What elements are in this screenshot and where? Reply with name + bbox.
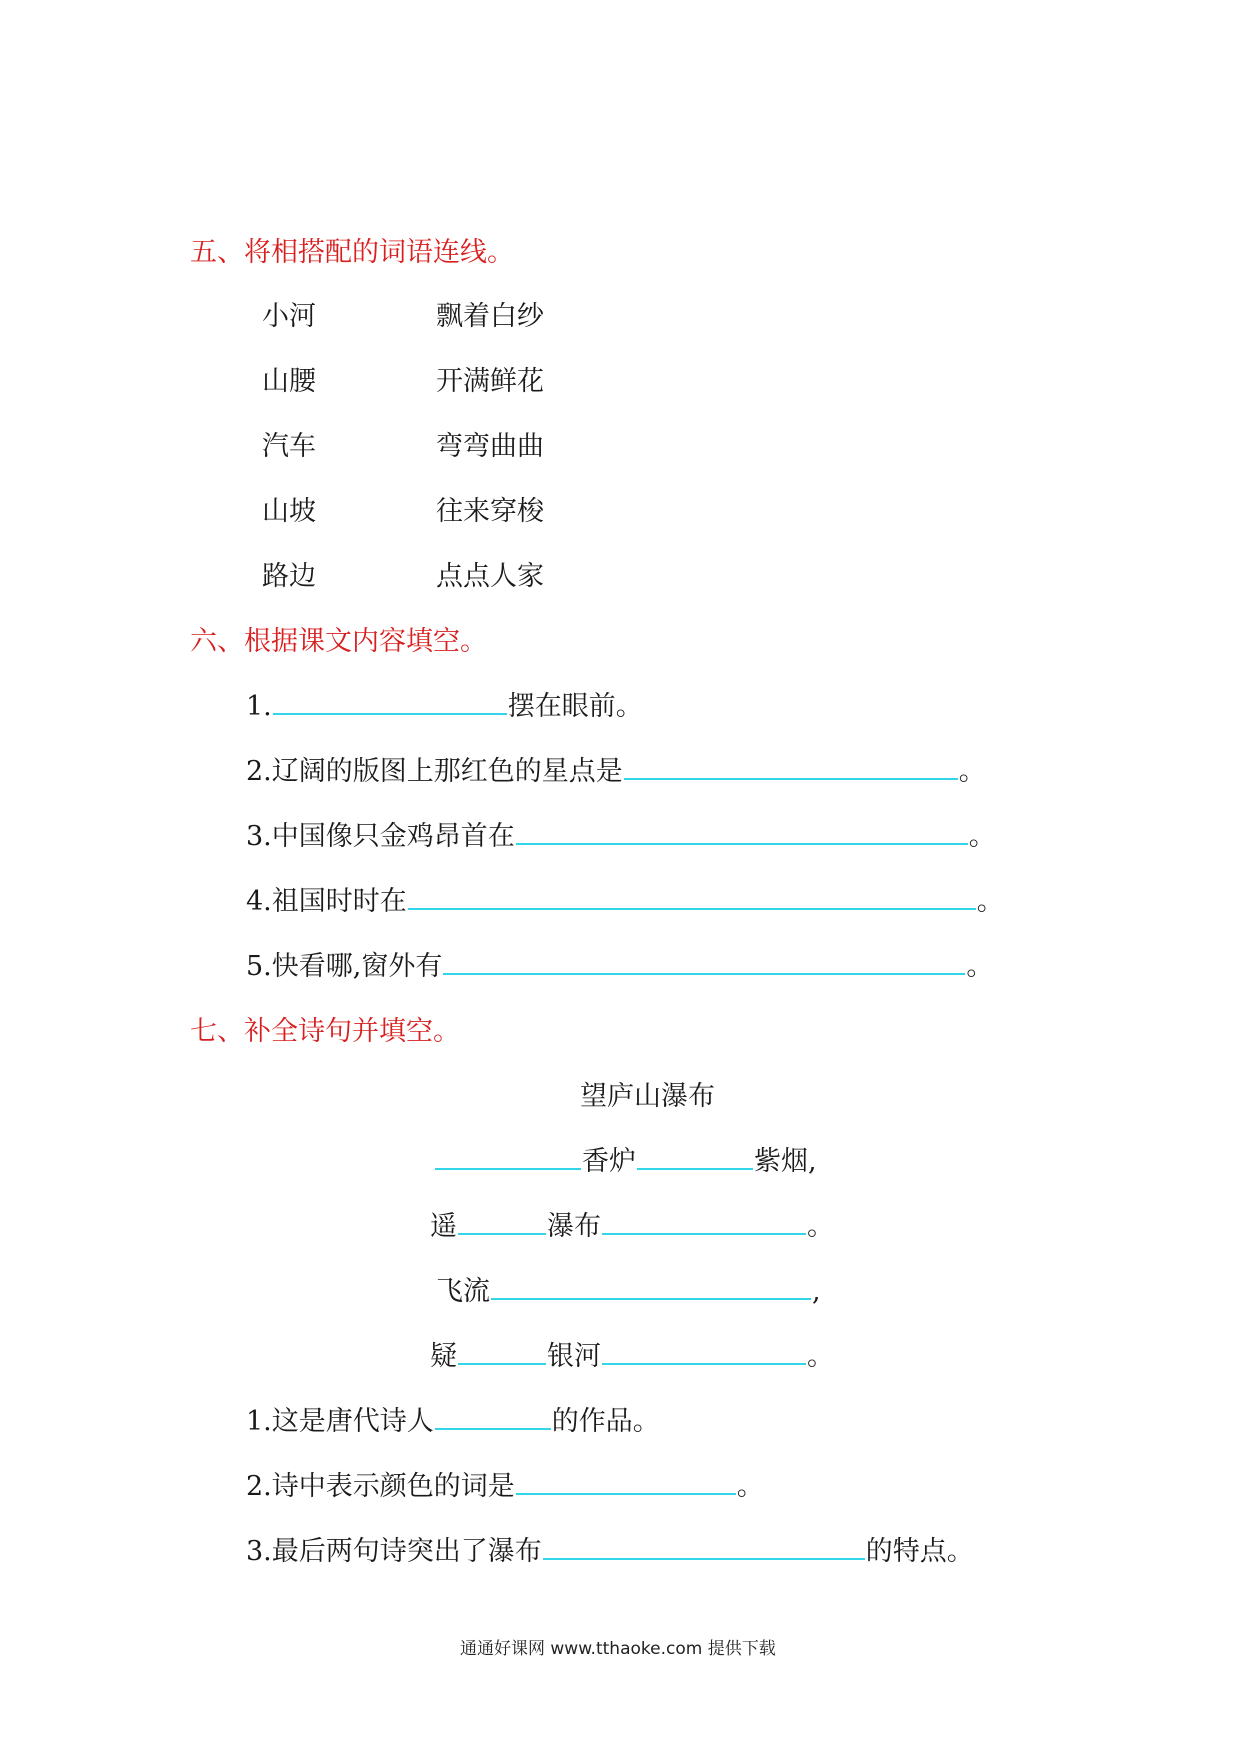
poem-line1-a: 香炉: [582, 1146, 636, 1177]
answer-blank[interactable]: [516, 1492, 736, 1495]
right-phrase-4: 往来穿梭: [436, 496, 544, 527]
poem-line3-end: ,: [812, 1276, 821, 1307]
s6-q4-text: 4.祖国时时在: [246, 886, 407, 917]
footer-text: 通通好课网 www.tthaoke.com 提供下载: [460, 1639, 776, 1659]
s7-question-3: [246, 1529, 974, 1568]
poem-line-4: [430, 1334, 834, 1373]
right-phrase-3: 弯弯曲曲: [436, 431, 544, 462]
poem-line4-a: 疑: [430, 1341, 457, 1372]
answer-blank[interactable]: [443, 972, 965, 975]
poem-line-1: [434, 1139, 817, 1178]
right-phrase-5: 点点人家: [436, 561, 544, 592]
s7-q1-text: 1.这是唐代诗人: [246, 1406, 434, 1437]
s7-q2-end: 。: [736, 1471, 764, 1502]
poem-line2-b: 瀑布: [547, 1211, 601, 1242]
answer-blank[interactable]: [637, 1167, 753, 1170]
s6-q4-end: 。: [976, 886, 1004, 917]
answer-blank[interactable]: [435, 1167, 581, 1170]
left-word-5: 路边: [262, 561, 316, 592]
right-phrase-1: 飘着白纱: [436, 301, 544, 332]
s7-q2-text: 2.诗中表示颜色的词是: [246, 1471, 515, 1502]
section5-heading: 五、将相搭配的词语连线。: [190, 237, 514, 268]
s6-q1-text: 摆在眼前。: [507, 691, 643, 722]
answer-blank[interactable]: [458, 1362, 546, 1365]
s6-q2-text: 2.辽阔的版图上那红色的星点是: [246, 756, 623, 787]
section7-heading: 七、补全诗句并填空。: [190, 1016, 460, 1047]
s6-q5-text: 5.快看哪,窗外有: [246, 951, 443, 982]
answer-blank[interactable]: [624, 777, 958, 780]
s6-question-4: [246, 879, 1004, 918]
answer-blank[interactable]: [602, 1362, 806, 1365]
s6-question-1: [246, 684, 643, 723]
left-word-2: 山腰: [262, 366, 316, 397]
s6-question-5: [246, 944, 993, 983]
poem-line1-b: 紫烟,: [754, 1146, 817, 1177]
s6-question-2: [246, 749, 986, 788]
poem-line2-end: 。: [807, 1211, 834, 1242]
answer-blank[interactable]: [602, 1232, 806, 1235]
answer-blank[interactable]: [491, 1297, 811, 1300]
s6-q2-end: 。: [958, 756, 986, 787]
s7-question-1: [246, 1399, 660, 1438]
poem-line4-end: 。: [807, 1341, 834, 1372]
left-word-4: 山坡: [262, 496, 316, 527]
left-word-1: 小河: [262, 301, 316, 332]
s6-q1-number: 1.: [246, 691, 272, 722]
section6-heading: 六、根据课文内容填空。: [190, 626, 487, 657]
s6-q5-end: 。: [966, 951, 994, 982]
answer-blank[interactable]: [458, 1232, 546, 1235]
poem-line-3: [436, 1269, 821, 1308]
poem-line3-a: 飞流: [436, 1276, 490, 1307]
s6-q3-text: 3.中国像只金鸡昂首在: [246, 821, 515, 852]
poem-line-2: [430, 1204, 834, 1243]
poem-line4-b: 银河: [547, 1341, 601, 1372]
left-word-3: 汽车: [262, 431, 316, 462]
s7-q3-text: 3.最后两句诗突出了瀑布: [246, 1536, 542, 1567]
s7-q1-after: 的作品。: [551, 1406, 660, 1437]
answer-blank[interactable]: [435, 1427, 551, 1430]
right-phrase-2: 开满鲜花: [436, 366, 544, 397]
s6-q3-end: 。: [968, 821, 996, 852]
answer-blank[interactable]: [516, 842, 968, 845]
s7-question-2: [246, 1464, 764, 1503]
answer-blank[interactable]: [408, 907, 976, 910]
s6-question-3: [246, 814, 996, 853]
poem-line2-a: 遥: [430, 1211, 457, 1242]
answer-blank[interactable]: [273, 712, 507, 715]
s7-q3-after: 的特点。: [865, 1536, 974, 1567]
answer-blank[interactable]: [543, 1557, 865, 1560]
poem-title: 望庐山瀑布: [580, 1081, 715, 1112]
